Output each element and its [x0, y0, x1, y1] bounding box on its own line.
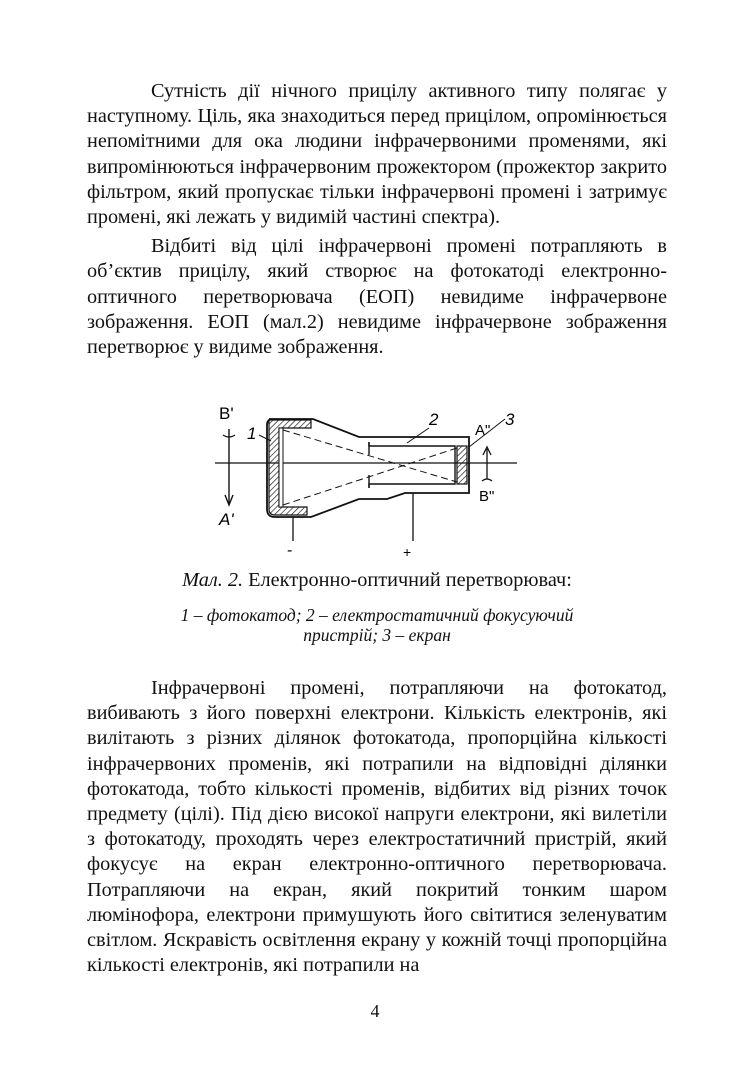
figure-caption — [87, 568, 667, 592]
label-a-double: A" — [475, 422, 491, 439]
figure-legend — [87, 605, 667, 645]
paragraph-1: Сутність дії нічного прицілу активного типу полягає у наступному. Ціль, яка знаходиться перед прицілом, опромінюється непомітними для ока людини інфрачервоними променями, які випромінюються інфрачервоним прожектором (прожектор закрито фільтром, який пропускає тільки інфрачервоні промені і затримує промені, які лежать у видимій частині спектра). — [87, 80, 667, 229]
focusing-electrode — [369, 442, 455, 488]
label-minus: - — [287, 542, 293, 559]
caption-prefix: Мал. 2. — [182, 569, 244, 591]
caption-text: Електронно-оптичний перетворювач: — [243, 569, 572, 591]
legend-line-2: пристрій; 3 – екран — [303, 625, 451, 645]
page-number: 4 — [370, 1001, 380, 1021]
label-1: 1 — [247, 424, 257, 443]
label-3: 3 — [505, 410, 515, 429]
label-plus: + — [403, 544, 412, 560]
label-b-double: B" — [479, 488, 495, 505]
cathode-plate — [279, 428, 283, 507]
label-2: 2 — [429, 410, 439, 429]
eop-diagram-svg — [207, 395, 527, 565]
photocathode-shape — [269, 420, 311, 515]
label-a-prime: A' — [219, 510, 234, 529]
ray-2 — [283, 448, 457, 505]
page-body — [87, 79, 667, 977]
screen-shape — [457, 446, 467, 484]
paragraph-2: Відбиті від цілі інфрачервоні промені потрапляють в об’єктив прицілу, який створює на фотокатоді електронно-оптичного перетворювача (ЕОП) невидиме інфрачервоне зображення. ЕОП (мал.2) невидиме інфрачервоне зображення перетворює у видиме зображення. — [87, 235, 667, 359]
label-b-prime: B' — [219, 404, 234, 423]
tube-body — [267, 419, 469, 517]
paragraph-3: Інфрачервоні промені, потрапляючи на фотокатод, вибивають з його поверхні електрони. Кількість електронів, які вилітають з різних ділянок фотокатода, пропорційна кількості інфрачервоних променів, які потрапили на відповідні ділянки фотокатода, тобто кількості променів, відбитих від різних точок предмету (цілі). Під дією високої напруги електрони, які вилетіли з фотокатоду, проходять через електростатичний пристрій, який фокусує на екран електронно-оптичного перетворювача. Потрапляючи на екран, який покритий тонким шаром люмінофора, електрони примушують його світитися зеленуватим світлом. Яскравість освітлення екрану у кожній точці пропорційна кількості електронів, які потрапили на — [87, 677, 667, 977]
legend-line-1: 1 – фотокатод; 2 – електростатичний фокусуючий — [180, 605, 574, 625]
